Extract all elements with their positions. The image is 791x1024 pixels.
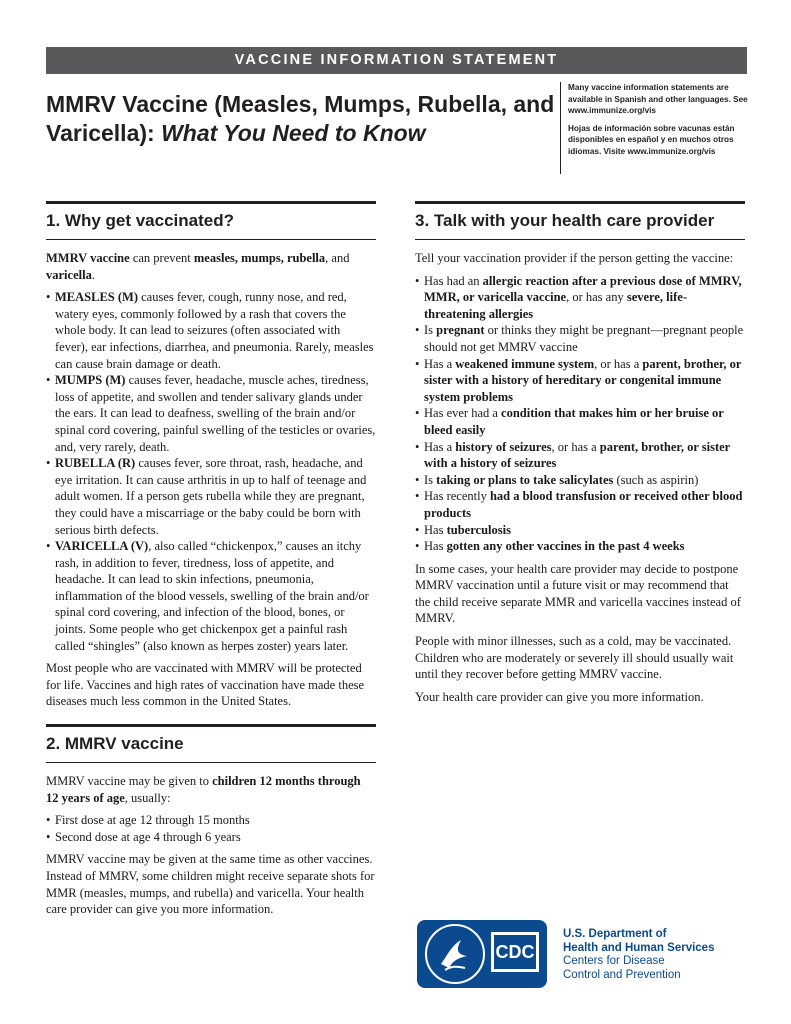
list-item-tuberculosis (415, 522, 745, 539)
intro-t4: , and (325, 251, 350, 265)
dose-second: • Second dose at age 4 through 6 years (46, 829, 376, 846)
list-item-varicella (46, 538, 376, 654)
section2-closing: MMRV vaccine may be given at the same time as other vaccines. Instead of MMRV, some children might receive separate shots for MMR (measles, mumps, and rubella) and varicella. Your health care provider can give you more information. (46, 852, 375, 917)
i5-a: Has a (424, 439, 456, 454)
title-divider (560, 82, 561, 174)
i1-c: , or has any (566, 290, 627, 305)
section2-intro (46, 773, 376, 806)
section3-more-info: Your health care provider can give you more information. (415, 689, 704, 704)
section3-number: 3. (415, 211, 430, 230)
i4-b: condition that makes him or her bruise or bleed easily (424, 406, 724, 437)
list-item-mumps (46, 372, 376, 455)
i8-b: tuberculosis (446, 522, 511, 537)
section2-heading: 2. MMRV vaccine (46, 724, 376, 754)
i6-a: Is (424, 472, 437, 487)
i6-c: (such as aspirin) (613, 472, 699, 487)
i1-b: allergic reaction after a previous dose of MMRV, MMR, or varicella vaccine (424, 273, 742, 305)
title-main: MMRV Vaccine (Measles, Mumps, Rubella, and Varicella): (46, 91, 555, 146)
s2-intro-t3: , usually: (124, 790, 171, 805)
cdc-line2: Control and Prevention (563, 968, 681, 981)
agency-names (563, 928, 714, 982)
list-item-allergy (415, 273, 745, 323)
section3-heading (415, 201, 745, 231)
intro-t6: . (91, 267, 95, 282)
page-title (46, 90, 556, 148)
list-item-bleeding (415, 405, 745, 438)
i3-c: , or has a (594, 356, 643, 371)
left-column (46, 201, 376, 924)
title-emphasis: What You Need to Know (161, 120, 426, 146)
list-item-immune (415, 356, 745, 406)
i3-b: weakened immune system (455, 356, 595, 371)
list-item-measles (46, 289, 376, 372)
section1-heading: 1. Why get vaccinated? (46, 201, 376, 231)
list-item-other-vaccines (415, 538, 745, 555)
mumps-name: MUMPS (M) (55, 373, 126, 388)
footer-logos (417, 920, 747, 990)
section1-closing: Most people who are vaccinated with MMRV will be protected for life. Vaccines and high rates of vaccination have made these diseases much less common in the United States. (46, 661, 365, 709)
section1-rule (46, 239, 376, 240)
s2-intro-t1: MMRV vaccine may be given to (46, 774, 213, 789)
section2-rule (46, 762, 376, 763)
varicella-text: , also called “chickenpox,” causes an itchy rash, in addition to fever, tiredness, loss of appetite, and headache. It can lead to skin infections, pneumonia, inflammation of the blood vessels, swelling of the brain and/or spinal cord covering, and infection of the blood, bones, or joints. Some people who get chickenpox get a painful rash called “shingles” (also known as herpes zoster) years later. (55, 539, 369, 653)
section3-intro: Tell your vaccination provider if the person getting the vaccine: (415, 251, 734, 265)
dose-first: • First dose at age 12 through 15 months (46, 812, 376, 829)
section1-intro (46, 250, 376, 283)
section3-minor-illness: People with minor illnesses, such as a cold, may be vaccinated. Children who are moderately or severely ill should usually wait until they recover before getting MMRV vaccine. (415, 634, 734, 682)
varicella-name: VARICELLA (V) (55, 539, 149, 554)
cdc-line1: Centers for Disease (563, 955, 665, 967)
i2-c: or thinks they might be pregnant—pregnant people should not get MMRV vaccine (424, 323, 744, 354)
i1-d: severe, life-threatening allergies (424, 290, 687, 321)
dept-line1: U.S. Department of (563, 928, 667, 940)
rubella-name: RUBELLA (R) (55, 456, 136, 471)
i1-a: Has had an (424, 273, 483, 288)
i4-a: Has ever had a (424, 406, 502, 421)
mumps-text: causes fever, headache, muscle aches, tiredness, loss of appetite, and swollen and tender salivary glands under the ears. It can lead to deafness, swelling of the brain and/or spinal cord covering, painful swelling of the testicles or ovaries, and, very rarely, death. (55, 373, 376, 454)
i9-b: gotten any other vaccines in the past 4 weeks (446, 539, 685, 554)
i3-a: Has a (424, 356, 456, 371)
dept-line2: Health and Human Services (563, 941, 715, 954)
section3-rule (415, 239, 745, 240)
i2-a: Is (424, 323, 437, 338)
list-item-pregnant (415, 322, 745, 355)
list-item-rubella (46, 455, 376, 538)
i6-b: taking or plans to take salicylates (436, 472, 614, 487)
condition-list (415, 273, 745, 555)
rubella-text: causes fever, sore throat, rash, headache, and eye irritation. It can cause arthritis in up to half of teenage and adult women. If a person gets rubella while they are pregnant, they could have a miscarriage or the baby could be born with serious birth defects. (55, 456, 367, 537)
i3-d: parent, brother, or sister with a history of hereditary or congenital immune system problems (424, 356, 742, 404)
intro-t3: measles, mumps, rubella (193, 251, 326, 265)
list-item-seizures (415, 439, 745, 472)
intro-t1: MMRV vaccine (46, 251, 130, 265)
i9-a: Has (424, 539, 447, 554)
right-column (415, 201, 745, 711)
measles-name: MEASLES (M) (55, 290, 138, 305)
hhs-cdc-logo (417, 920, 547, 988)
measles-text: causes fever, cough, runny nose, and red, watery eyes, commonly followed by a rash that covers the whole body. It can lead to seizures (often associated with fever), ear infections, diarrhea, and pneumonia. Rarely, measles can cause brain damage or death. (55, 290, 374, 371)
s2-intro-t2: children 12 months through 12 years of age (46, 774, 361, 805)
i5-d: parent, brother, or sister with a history of seizures (424, 439, 731, 471)
cdc-logo-icon: CDC (491, 932, 539, 972)
i7-a: Has recently (424, 489, 490, 504)
section3-postpone: In some cases, your health care provider may decide to postpone MMRV vaccination until a future visit or may recommend that the child receive separate MMR and varicella vaccines instead of MMRV. (415, 561, 741, 626)
hhs-seal-icon (425, 924, 485, 984)
list-item-transfusion (415, 488, 745, 521)
language-availability (568, 82, 750, 163)
list-item-salicylates (415, 472, 745, 489)
section3-title: Talk with your health care provider (433, 211, 715, 230)
i2-b: pregnant (436, 323, 485, 338)
disease-list (46, 289, 376, 654)
i8-a: Has (424, 522, 447, 537)
availability-spanish: Hojas de información sobre vacunas están disponibles en español y en muchos otros idiomas. Visite www.immunize.org/vis (568, 123, 735, 156)
i5-b: history of seizures (455, 439, 552, 454)
vis-banner: VACCINE INFORMATION STATEMENT (46, 47, 747, 74)
i7-b: had a blood transfusion or received other blood products (424, 489, 743, 520)
availability-english: Many vaccine information statements are available in Spanish and other languages. See www.immunize.org/vis (568, 83, 748, 115)
intro-t5: varicella (46, 267, 92, 282)
dose-list (46, 812, 376, 845)
i5-c: , or has a (551, 439, 600, 454)
intro-t2: can prevent (129, 251, 194, 265)
